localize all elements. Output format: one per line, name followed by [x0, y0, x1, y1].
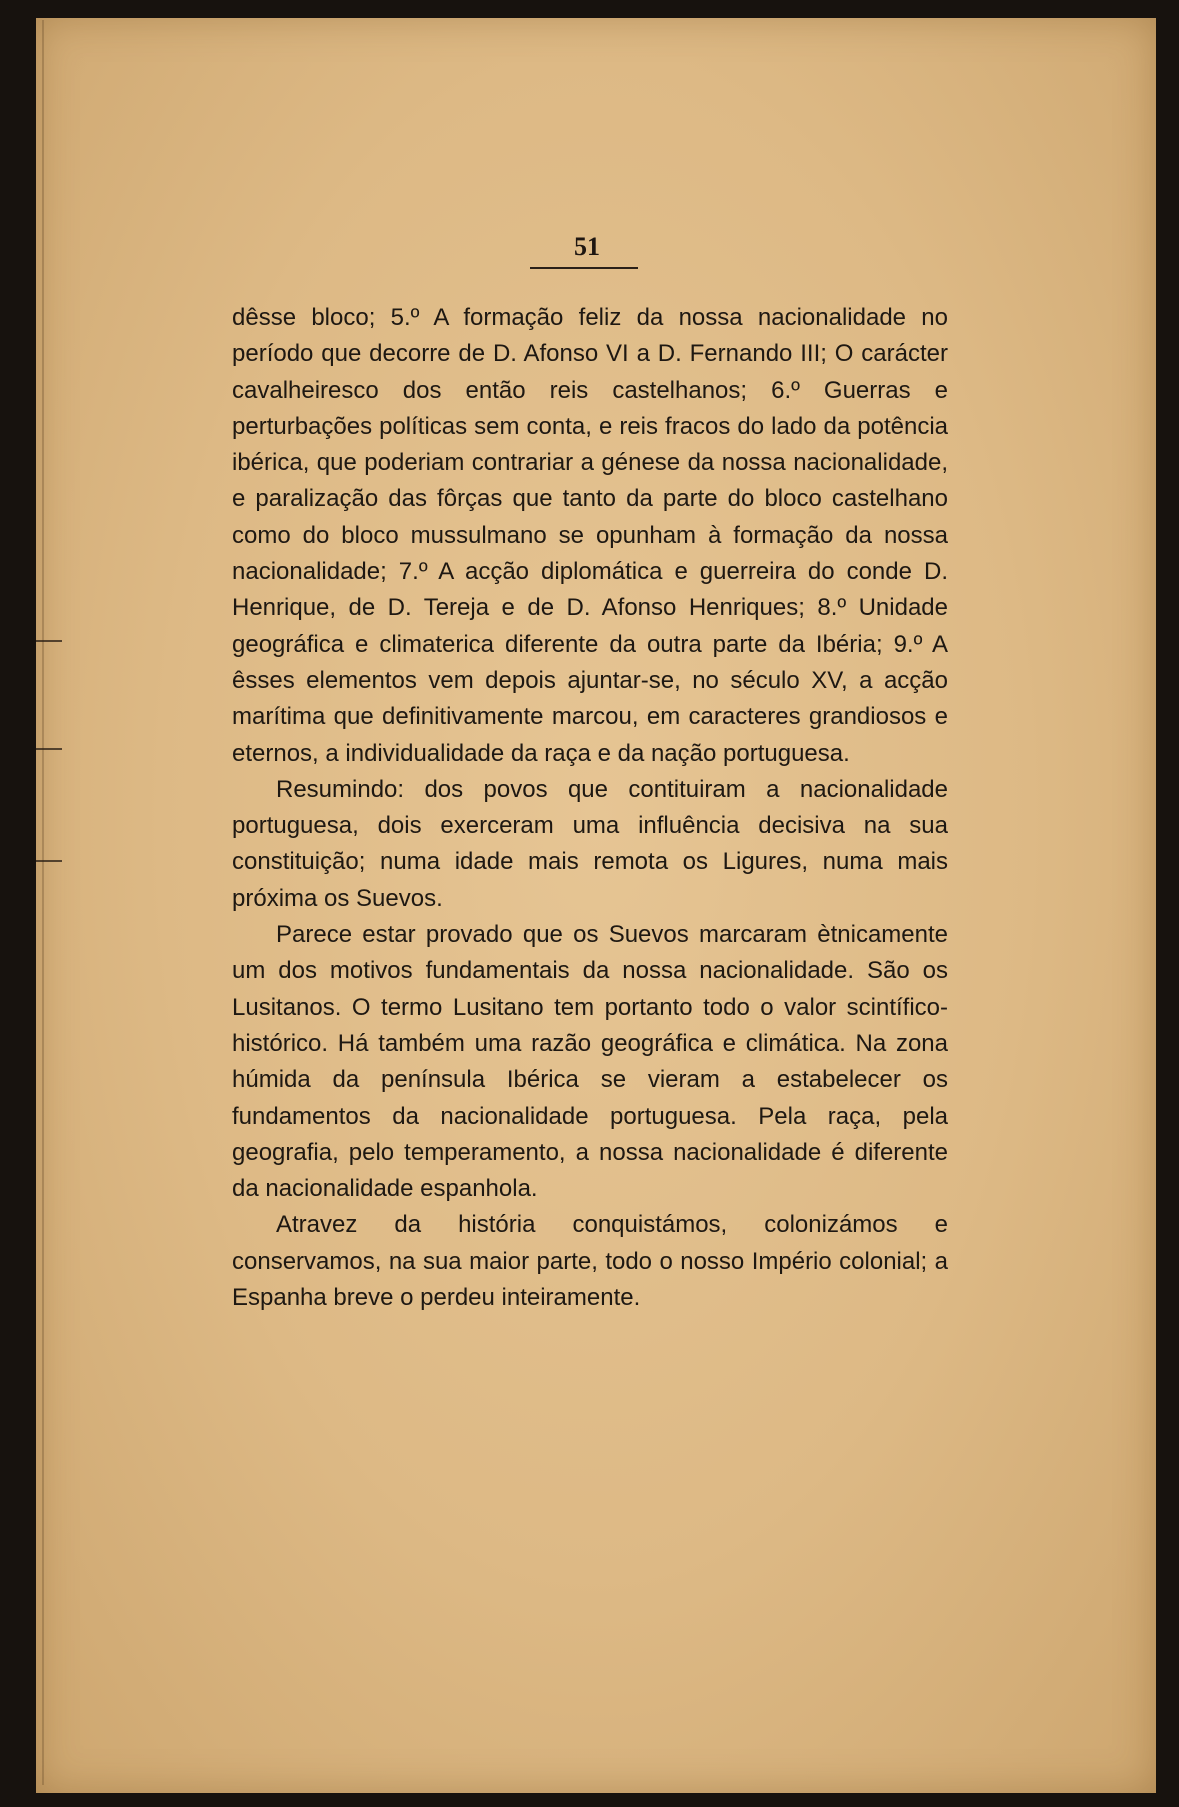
- page-number-rule: [530, 267, 638, 269]
- paragraph: dêsse bloco; 5.º A formação feliz da nossa nacionalidade no período que decorre de D. Afonso VI a D. Fernando III; O carácter cavalheiresco dos então reis castelhanos; 6.º Guerras e perturbações políticas sem conta, e reis fracos do lado da potência ibérica, que poderiam contrariar a génese da nossa nacionalidade, e paralização das fôrças que tanto da parte do bloco castelhano como do bloco mussulmano se opunham à formação da nossa nacionalidade; 7.º A acção diplomática e guerreira do conde D. Henrique, de D. Tereja e de D. Afonso Henriques; 8.º Unidade geográfica e climaterica diferente da outra parte da Ibéria; 9.º A êsses elementos vem depois ajuntar-se, no século XV, a acção marítima que definitivamente marcou, em caracteres grandiosos e eternos, a individualidade da raça e da nação portuguesa.: [232, 304, 948, 767]
- page-fold-line: [42, 20, 44, 1785]
- margin-mark: [36, 748, 62, 750]
- page-number: 51: [574, 232, 600, 261]
- margin-mark: [36, 860, 62, 862]
- paragraph: Atravez da história conquistámos, colonizámos e conservamos, na sua maior parte, todo o nosso Império colonial; a Espanha breve o perdeu inteiramente.: [232, 1211, 948, 1312]
- margin-mark: [36, 640, 62, 642]
- paragraph: Resumindo: dos povos que contituiram a nacionalidade portuguesa, dois exerceram uma influência decisiva na sua constituição; numa idade mais remota os Ligures, numa mais próxima os Suevos.: [232, 775, 948, 912]
- paragraph: Parece estar provado que os Suevos marcaram ètnicamente um dos motivos fundamentais da nossa nacionalidade. São os Lusitanos. O termo Lusitano tem portanto todo o valor scintífico-histórico. Há também uma razão geográfica e climática. Na zona húmida da península Ibérica se vieram a estabelecer os fundamentos da nacionalidade portuguesa. Pela raça, pela geografia, pelo temperamento, a nossa nacionalidade é diferente da nacionalidade espanhola.: [232, 921, 948, 1203]
- body-text: [232, 300, 948, 1316]
